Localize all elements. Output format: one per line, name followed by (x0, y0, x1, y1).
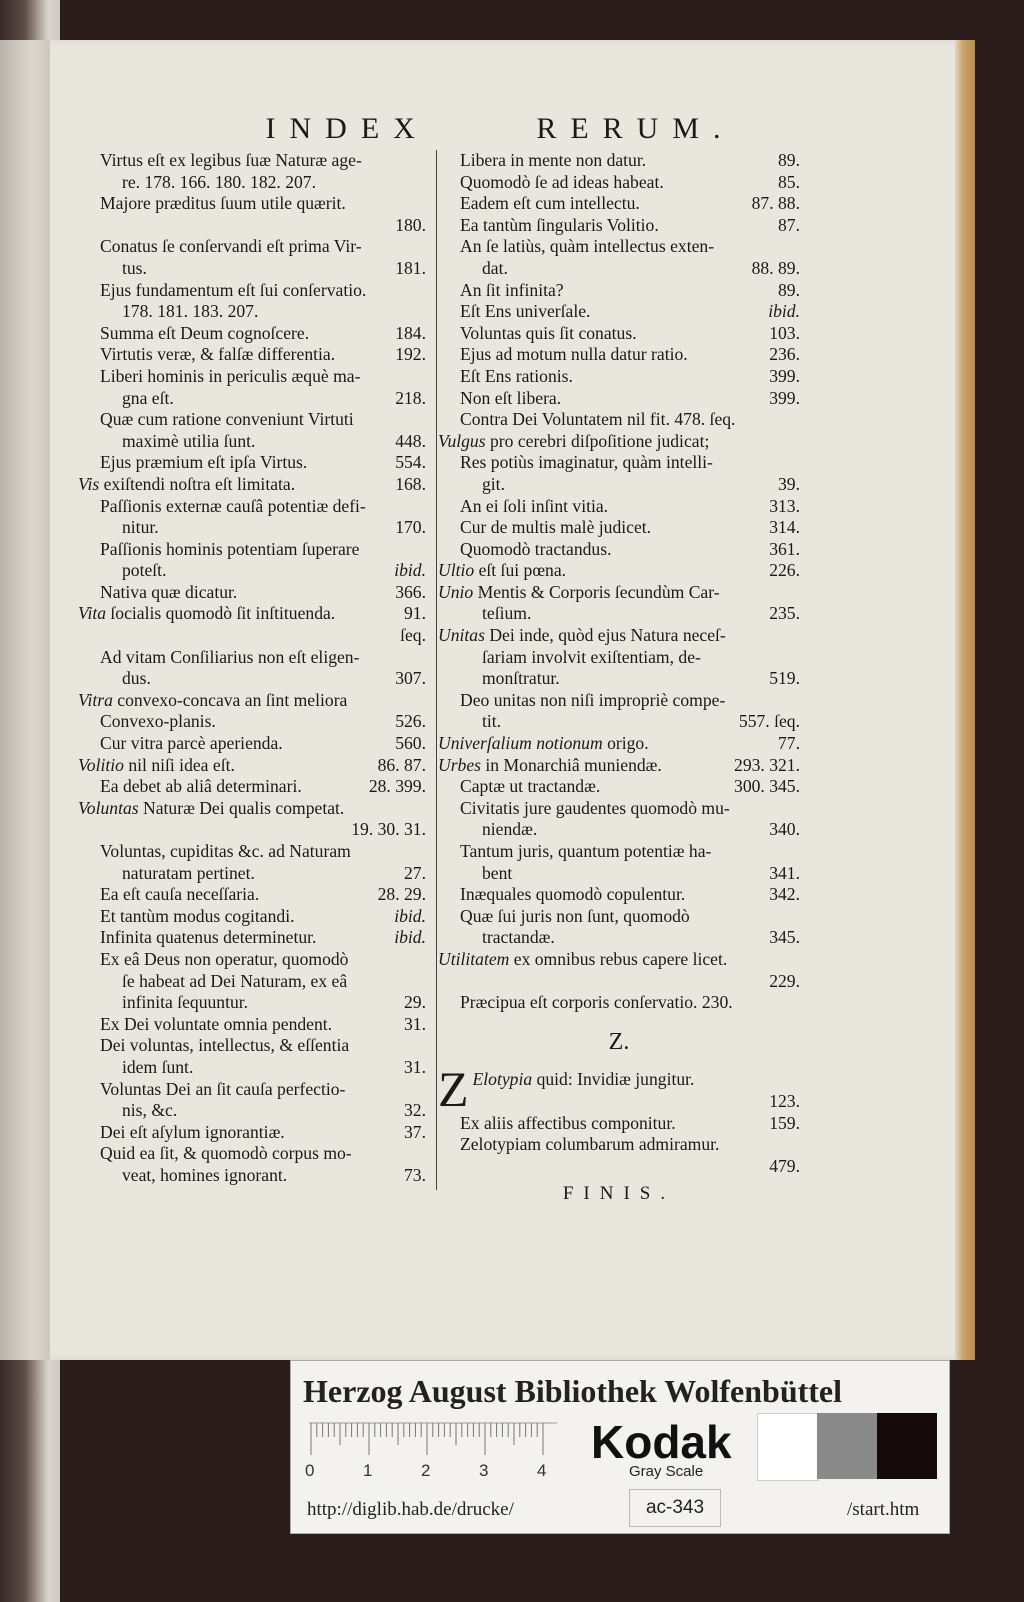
left-entry (78, 539, 426, 561)
right-entry (438, 819, 800, 841)
entry-text: Dei voluntas, intellectus, & eſſentia (100, 1035, 350, 1056)
right-entry (438, 863, 800, 885)
left-entry (78, 1100, 426, 1122)
right-entry (438, 431, 800, 453)
z-headword: Elotypia (472, 1069, 533, 1090)
z-entry-line (438, 1156, 800, 1178)
page-reference: 180. (395, 214, 426, 235)
entry-text: Et tantùm modus cogitandi. (100, 905, 295, 926)
entry-text: gna eſt. (122, 387, 174, 408)
left-entry (78, 884, 426, 906)
gray-scale-label: Gray Scale (629, 1463, 704, 1480)
entry-text: nitur. (122, 517, 159, 538)
left-entry (78, 431, 426, 453)
shelf-code: ac-343 (629, 1489, 721, 1527)
entry-text: Ea debet ab aliâ determinari. (100, 776, 302, 797)
entry-text: Ad vitam Conſiliarius non eſt eligen- (100, 646, 360, 667)
left-entry (78, 582, 426, 604)
right-entry (438, 755, 800, 777)
left-entry (78, 323, 426, 345)
page-reference: 399. (769, 365, 800, 386)
entry-text: pro cerebri diſpoſitione judicat; (485, 430, 710, 451)
entry-text: ſe habeat ad Dei Naturam, ex eâ (122, 970, 348, 991)
page-reference: 313. (769, 495, 800, 516)
page-reference: 345. (769, 927, 800, 948)
left-entry (78, 172, 426, 194)
entry-text: Dei inde, quòd ejus Natura neceſ- (484, 625, 726, 646)
z-first-text: quid: Invidiæ jungitur. (532, 1069, 695, 1090)
entry-text: niendæ. (482, 819, 538, 840)
entry-text: Quomodò tractandus. (460, 538, 612, 559)
page-reference: 235. (769, 603, 800, 624)
entry-text: Captæ ut tractandæ. (460, 776, 601, 797)
page-reference: 28. 399. (368, 776, 426, 797)
right-entry (438, 388, 800, 410)
right-entry (438, 776, 800, 798)
headword: Unitas (438, 625, 485, 646)
ruler-number-2: 2 (421, 1461, 431, 1480)
entry-text: Paſſionis externæ cauſâ potentiæ defi- (100, 495, 366, 516)
headword: Vita (78, 603, 107, 624)
right-entry (438, 949, 800, 971)
page-reference: 218. (395, 387, 426, 408)
entry-text: ſariam involvit exiſtentiam, de- (482, 646, 701, 667)
entry-text (100, 625, 400, 647)
section-letter-z: Z. (608, 1028, 630, 1055)
left-entry (78, 517, 426, 539)
page-reference: 32. (404, 1100, 426, 1121)
entry-text: tractandæ. (482, 927, 555, 948)
ruler-scale (309, 1421, 557, 1455)
entry-text: naturatam pertinet. (122, 862, 255, 883)
right-entry (438, 992, 800, 1014)
library-title: Herzog August Bibliothek Wolfenbüttel (303, 1373, 843, 1409)
page-reference: 31. (404, 1056, 426, 1077)
url-left: http://diglib.hab.de/drucke/ (307, 1499, 514, 1520)
gray-swatch-black (877, 1413, 937, 1479)
page-reference: 29. (404, 992, 426, 1013)
right-entry (438, 625, 800, 647)
page-reference: ibid. (394, 560, 426, 581)
left-entry (78, 1079, 426, 1101)
column-divider (436, 150, 437, 1190)
left-entry (78, 906, 426, 928)
entry-text: Majore præditus ſuum utile quærit. (100, 193, 346, 214)
right-entry (438, 690, 800, 712)
right-entry (438, 798, 800, 820)
entry-text: Infinita quatenus determinetur. (100, 927, 317, 948)
left-entry (78, 863, 426, 885)
left-entry (78, 971, 426, 993)
entry-text: Contra Dei Voluntatem nil fit. 478. ſeq. (460, 409, 736, 430)
left-entry (78, 690, 426, 712)
right-entry (438, 496, 800, 518)
left-entry (78, 409, 426, 431)
ruler-number-4: 4 (537, 1461, 547, 1480)
left-entry (78, 344, 426, 366)
entry-text: Ea eſt cauſa neceſſaria. (100, 884, 260, 905)
entry-text: Ejus præmium eſt ipſa Virtus. (100, 452, 308, 473)
left-entry (78, 150, 426, 172)
entry-text: Quid ea ſit, & quomodò corpus mo- (100, 1143, 352, 1164)
left-entry (78, 1014, 426, 1036)
entry-text: Conatus ſe conſervandi eſt prima Vir- (100, 236, 362, 257)
page-reference: 361. (769, 538, 800, 559)
entry-text: Non eſt libera. (460, 387, 562, 408)
entry-text: Deo unitas non niſi impropriè compe- (460, 689, 726, 710)
page-reference: 89. (778, 150, 800, 170)
entry-text (100, 215, 395, 237)
page-reference: 300. 345. (734, 776, 800, 797)
right-entry (438, 841, 800, 863)
page-reference: 91. (404, 603, 426, 624)
right-entry (438, 582, 800, 604)
right-entry (438, 215, 800, 237)
entry-text: idem ſunt. (122, 1056, 194, 1077)
entry-text (100, 819, 351, 841)
page-reference: 448. (395, 430, 426, 451)
z-entry (438, 1069, 800, 1112)
entry-text: infinita ſequuntur. (122, 992, 249, 1013)
entry-text: convexo-concava an ſint meliora (112, 689, 348, 710)
left-entry (78, 711, 426, 733)
entry-text: Liberi hominis in periculis æquè ma- (100, 365, 361, 386)
page-reference: 103. (769, 322, 800, 343)
page-reference: 236. (769, 344, 800, 365)
page-reference: ibid. (394, 905, 426, 926)
page-reference: 229. (769, 970, 800, 991)
page-reference: 28. 29. (377, 884, 426, 905)
left-entry (78, 258, 426, 280)
left-entry (78, 496, 426, 518)
z-first-line (473, 1069, 800, 1091)
page-reference: 557. ſeq. (738, 711, 800, 732)
page-reference: 168. (395, 473, 426, 494)
ruler-number-3: 3 (479, 1461, 489, 1480)
page-reference: ibid. (394, 927, 426, 948)
right-entry (438, 172, 800, 194)
entry-text: Ejus fundamentum eſt ſui conſervatio. (100, 279, 367, 300)
right-entry (438, 668, 800, 690)
page-reference: 184. (395, 322, 426, 343)
entry-text: Præcipua eſt corporis conſervatio. 230. (460, 992, 733, 1013)
left-entry (78, 215, 426, 237)
left-entry (78, 776, 426, 798)
page-reference: 87. 88. (751, 193, 800, 214)
entry-text: Inæquales quomodò copulentur. (460, 884, 686, 905)
entry-text: Quæ cum ratione conveniunt Virtuti (100, 409, 354, 430)
entry-text: Ex eâ Deus non operatur, quomodò (100, 948, 349, 969)
ruler-number-1: 1 (363, 1461, 373, 1480)
entry-text: tit. (482, 711, 502, 732)
page-reference: 226. (769, 560, 800, 581)
left-entry (78, 733, 426, 755)
z-first-num: 123. (769, 1090, 800, 1111)
gray-swatch-mid (817, 1413, 877, 1479)
entry-text: Dei eſt aſylum ignorantiæ. (100, 1121, 285, 1142)
page-reference: 170. (395, 517, 426, 538)
entry-text: Libera in mente non datur. (460, 150, 647, 170)
entry-text: teſium. (482, 603, 532, 624)
page-reference: 519. (769, 668, 800, 689)
page-reference: 77. (778, 733, 800, 754)
left-entry (78, 949, 426, 971)
entry-text: re. 178. 166. 180. 182. 207. (122, 171, 317, 192)
target-strip (290, 1360, 950, 1534)
left-entry (78, 647, 426, 669)
entry-text: monſtratur. (482, 668, 560, 689)
right-entry (438, 603, 800, 625)
entry-text: Voluntas Dei an ſit cauſa perfectio- (100, 1078, 346, 1099)
page-reference: 366. (395, 581, 426, 602)
page-reference: 307. (395, 668, 426, 689)
page-reference: 399. (769, 387, 800, 408)
entry-text: Ea tantùm ſingularis Volitio. (460, 214, 659, 235)
headword: Vis (78, 473, 100, 494)
page-reference: 37. (404, 1121, 426, 1142)
left-entry (78, 366, 426, 388)
entry-text: tus. (122, 257, 147, 278)
headword: Univerſalium notionum (438, 733, 603, 754)
entry-text: dus. (122, 668, 151, 689)
page-reference: ibid. (768, 301, 800, 322)
entry-text: git. (482, 473, 505, 494)
entry-text: Ejus ad motum nulla datur ratio. (460, 344, 688, 365)
right-entry (438, 258, 800, 280)
entry-text: Mentis & Corporis ſecundùm Car- (473, 581, 720, 602)
right-entry (438, 517, 800, 539)
z-entry-line (438, 1113, 800, 1135)
right-entry (438, 906, 800, 928)
heading-rerum: RERUM. (536, 112, 735, 145)
entry-text: Zelotypiam columbarum admiramur. (460, 1134, 720, 1155)
entry-text: Naturæ Dei qualis competat. (138, 797, 345, 818)
entry-text: Cur vitra parcè aperienda. (100, 733, 283, 754)
entry-text: An ei ſoli inſint vitia. (460, 495, 609, 516)
entry-text: ex omnibus rebus capere licet. (509, 948, 728, 969)
headword: Volitio (78, 754, 124, 775)
page-edge (955, 40, 975, 1360)
entry-text: An ſit infinita? (460, 279, 564, 300)
left-entry (78, 927, 426, 949)
entry-text (438, 971, 769, 993)
entry-text: Ex Dei voluntate omnia pendent. (100, 1013, 333, 1034)
entry-text: nis, &c. (122, 1100, 178, 1121)
left-entry (78, 992, 426, 1014)
entry-text: Eſt Ens rationis. (460, 365, 573, 386)
headword: Vitra (78, 689, 113, 710)
right-entry (438, 323, 800, 345)
entry-text: Virtutis veræ, & falſæ differentia. (100, 344, 336, 365)
page-reference: 479. (769, 1155, 800, 1176)
page-reference: 39. (778, 473, 800, 494)
right-entry (438, 452, 800, 474)
left-entry (78, 193, 426, 215)
right-entry (438, 971, 800, 993)
right-entry (438, 884, 800, 906)
right-entry (438, 539, 800, 561)
entry-text: Res potiùs imaginatur, quàm intelli- (460, 452, 713, 473)
page-reference: 526. (395, 711, 426, 732)
ruler-number-0: 0 (305, 1461, 315, 1480)
right-entry (438, 236, 800, 258)
entry-text: An ſe latiùs, quàm intellectus exten- (460, 236, 715, 257)
background-right (975, 40, 1024, 1360)
page-reference: 181. (395, 257, 426, 278)
right-entry (438, 150, 800, 172)
page-heading (60, 112, 940, 146)
left-entry (78, 1057, 426, 1079)
left-entry (78, 280, 426, 302)
entry-text: Voluntas quis ſit conatus. (460, 322, 637, 343)
entry-text: Virtus eſt ex legibus ſuæ Naturæ age- (100, 150, 362, 170)
page-reference: 293. 321. (734, 754, 800, 775)
entry-text: nil niſi idea eſt. (123, 754, 235, 775)
right-entry (438, 193, 800, 215)
right-column (438, 150, 800, 1205)
right-entry (438, 711, 800, 733)
page-reference: 87. (778, 214, 800, 235)
entry-text: Summa eſt Deum cognoſcere. (100, 322, 310, 343)
page-reference: 19. 30. 31. (351, 819, 426, 840)
left-entry (78, 1143, 426, 1165)
left-entry (78, 755, 426, 777)
left-entry (78, 474, 426, 496)
right-column-entries (438, 150, 800, 1014)
right-entry (438, 733, 800, 755)
left-entry (78, 301, 426, 323)
page-reference: 560. (395, 733, 426, 754)
z-entry-line (438, 1134, 800, 1156)
left-entry (78, 236, 426, 258)
kodak-logo: Kodak (591, 1416, 732, 1468)
headword: Unio (438, 581, 474, 602)
entry-text: Eadem eſt cum intellectu. (460, 193, 640, 214)
page-reference: ſeq. (400, 625, 426, 646)
entry-text: Convexo-planis. (100, 711, 216, 732)
entry-text: poteſt. (122, 560, 167, 581)
page-reference: 73. (404, 1164, 426, 1185)
dropcap-z: Z (438, 1069, 469, 1113)
heading-index: INDEX (265, 112, 429, 145)
z-first-num-line (473, 1091, 800, 1113)
page-reference: 554. (395, 452, 426, 473)
entry-text: veat, homines ignorant. (122, 1164, 288, 1185)
gray-swatch-white (757, 1413, 819, 1481)
right-entry (438, 344, 800, 366)
page-reference: 341. (769, 862, 800, 883)
page-reference: 342. (769, 884, 800, 905)
headword: Vulgus (438, 430, 486, 451)
entry-text: Voluntas, cupiditas &c. ad Naturam (100, 841, 351, 861)
entry-text: bent (482, 862, 513, 883)
entry-text: Quomodò ſe ad ideas habeat. (460, 171, 664, 192)
entry-text: eſt ſui pœna. (474, 560, 567, 581)
left-column (78, 150, 426, 1187)
page-reference: 89. (778, 279, 800, 300)
left-entry (78, 1165, 426, 1187)
left-entry (78, 452, 426, 474)
left-entry (78, 1035, 426, 1057)
left-entry (78, 668, 426, 690)
left-entry (78, 819, 426, 841)
left-entry (78, 625, 426, 647)
finis: FINIS. (562, 1183, 676, 1205)
url-right: /start.htm (847, 1499, 920, 1520)
left-entry (78, 841, 426, 863)
entry-text: Ex aliis affectibus componitur. (460, 1112, 676, 1133)
entry-text: Tantum juris, quantum potentiæ ha- (460, 841, 712, 861)
page-reference: 340. (769, 819, 800, 840)
page-reference: 85. (778, 171, 800, 192)
page-reference: 88. 89. (751, 257, 800, 278)
page-reference: 159. (769, 1112, 800, 1133)
entry-text: maximè utilia ſunt. (122, 430, 256, 451)
entry-text: Paſſionis hominis potentiam ſuperare (100, 538, 360, 559)
left-entry (78, 798, 426, 820)
right-entry (438, 366, 800, 388)
entry-text: origo. (602, 733, 649, 754)
headword: Utilitatem (438, 948, 510, 969)
left-entry (78, 388, 426, 410)
left-entry (78, 560, 426, 582)
right-entry (438, 301, 800, 323)
entry-text: in Monarchiâ muniendæ. (481, 754, 662, 775)
entry-text: Cur de multis malè judicet. (460, 517, 652, 538)
page-reference: 314. (769, 517, 800, 538)
page-reference: 27. (404, 862, 426, 883)
previous-page-edge (0, 40, 54, 1360)
headword: Urbes (438, 754, 482, 775)
right-entry (438, 474, 800, 496)
entry-text: ſocialis quomodò ſit inſtituenda. (106, 603, 336, 624)
entry-text: Civitatis jure gaudentes quomodò mu- (460, 797, 730, 818)
entry-text: Quæ ſui juris non ſunt, quomodò (460, 905, 690, 926)
right-entry (438, 560, 800, 582)
headword: Ultio (438, 560, 475, 581)
right-entry (438, 409, 800, 431)
page-reference: 31. (404, 1013, 426, 1034)
right-entry (438, 647, 800, 669)
entry-text: Eſt Ens univerſale. (460, 301, 591, 322)
right-entry (438, 280, 800, 302)
entry-text: Nativa quæ dicatur. (100, 581, 238, 602)
entry-text: dat. (482, 257, 508, 278)
entry-text (460, 1156, 769, 1178)
right-entry (438, 927, 800, 949)
left-entry (78, 1122, 426, 1144)
entry-text: exiſtendi noſtra eſt limitata. (99, 473, 296, 494)
page-reference: 86. 87. (377, 754, 426, 775)
headword: Voluntas (78, 797, 139, 818)
z-lines (438, 1113, 800, 1178)
entry-text: 178. 181. 183. 207. (122, 301, 259, 322)
page-reference: 192. (395, 344, 426, 365)
left-entry (78, 603, 426, 625)
